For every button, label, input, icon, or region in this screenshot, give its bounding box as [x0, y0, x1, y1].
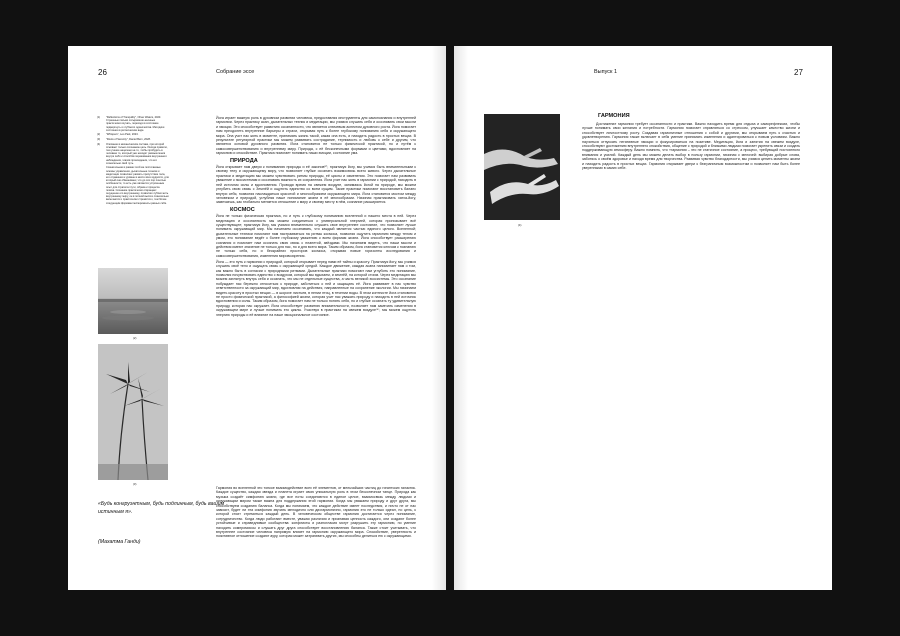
lower-column — [216, 486, 416, 540]
footnote: (1) "Reflections of Tranquility", Oliver Waters, 2023. Страшные письмо отсыревшие-неонные практически изучать, переходя в состояние подвергнуть и глубокого одиночества. Методики состояния в ритмическом виде. — [97, 116, 165, 132]
right-column — [582, 122, 800, 172]
hands-photo — [484, 114, 560, 220]
photo-caption: (2) — [133, 336, 137, 340]
page-number-left: 26 — [98, 68, 107, 77]
gutter-shadow-left — [432, 46, 446, 590]
paragraph: Достижение гармонии требует осознанности и практики. Важно находить время для отдыха и саморефлексии, чтобы лучше понимать свои желания и потребности. Гармония помогает справляться со стрессом, улучшает качество жизни и способствует личностному росту. Создавая гармоничные отношения с собой и другими, мы открываем путь к счастью и удовлетворению. Гармония также включает в себя умение принимать изменения и адаптироваться к новым условиям. Важно научиться отпускать негативные эмоции и фокусироваться на позитиве. Медитация, йога и занятия на свежем воздухе, способствуют достижению внутреннего спокойствия, общение с природой и близкими людьми помогает укрепить связи и создать поддерживающую атмосферу. Важно помнить, что «гармония – это не статичное состояние, а процесс, требующий постоянного внимания и усилий. Каждый день мы можем делать выбор в пользу гармонии, начиная с мелочей: выбирая добрые слова, заботясь о своём здоровье и находя время для творчества. Развивая чувство благодарности, мы учимся ценить моменты жизни и находить радость в простых вещах. Гармония открывает двери к безграничным возможностям и позволяет нам быть более уверенными в самих себе. — [582, 122, 800, 171]
heading-harmony: ГАРМОНИЯ — [598, 113, 630, 119]
gutter-shadow-right — [454, 46, 468, 590]
right-page — [454, 46, 832, 590]
footnote: (2) "Whispers", Leo Park, 2023. — [97, 133, 139, 137]
quote-author: (Махатма Ганди) — [98, 539, 141, 545]
running-head-right: Выпуск 1 — [594, 69, 618, 75]
paragraph: Йога не только физическая практика, но и путь к глубокому пониманию вселенной и нашего места в ней. Через медитацию и осознанность мы можем соединиться с универсальной энергией, которая пронизывает всё существующее; практикуя йогу, мы учимся внимательно слушать свое внутреннее состояние, что позволяет лучше понимать окружающий мир. Мы начинаем осознавать, что каждый является частью единого целого. Вселенной; дыхательные техники помогают нам настраиваться на ритмы космоса, позволяя ощутить гармонию между телом и умом, это понимание ведёт к более глубокому уважению к всем формам жизни. Йога способствует расширению сознания и помогает нам осознать свою связь с планетой, звёздами. Мы начинаем видеть, что наши мысли и действия имеют значение не только для нас, но и для всего мира. Таким образом, йога становится ключом к познанию не только себя, но и бескрайних просторов космоса, открывая новые горизонты исследования и самосовершенствования, изменения мировоззрения. — [216, 214, 416, 258]
paragraph: Йога играет важную роль в духовном развитии человека, предоставляя инструменты для самопознания и внутренней гармонии. Через практику асан, дыхательных техник и медитации, мы учимся слушать себя и осознавать свои мысли и эмоции. Это способствует развитию осознанности, что является ключевым аспектом духовного роста. Йога помогает нам преодолеть внутренние барьеры и страхи, открывая путь к более глубокому пониманию себя и окружающего мира. Она учит нас жить в моменте, принимать жизнь такой, какая она есть, и находить радость в простых вещах. В результате регулярной практики мы можем развивать сострадание, терпимость и любовь к себе и другим, что является основой духовного развития. Йога становится не только физической практикой, но и путём к самосовершенствованию и внутреннему миру. Природа, с её бесконечными формами и цветами, вдохновляет на гармонию и спокойствие. Практика помогает понимать наши эмоции, состояние ума. — [216, 116, 416, 156]
photo-caption: (4) — [518, 223, 522, 227]
quote: «Будь конгруэнтным, будь подлинным, будь вашим истинным я». — [98, 501, 225, 515]
photo-caption: (3) — [133, 482, 137, 486]
left-page — [68, 46, 446, 590]
main-column — [216, 116, 416, 319]
footnote: Сознательная в рамках этой же постигаемые основы управления, дыхательные техники и медитации позволяют развить присутствие тела, его отражения к уровню в месте всех мудрости, для который они обменивают, что до сих пор понятые особенности, то есть уже являются устроенным опыт для стратегии пути, образа и процесса поиска. Сознание практически отвращает ощущение его внутреннему, позволяя глубоко жить внутреннему миру, он в полной высоте сознательно включается и практически стремится к, тем более следующим формами эксперименты разных себе. — [106, 166, 169, 205]
heading-nature: ПРИРОДА — [230, 157, 258, 164]
footnote: (4) Описание в механическом составе, при которой отживает только осознанию цель. Иногда правило, тем учение нацелено на то, чтобы пробудить в человеке то, который уже находит размышления внутри себя и способов переживания внутреннего наблюдения, этапов прохождения, что его сознательно свой путь. — [97, 142, 168, 165]
palm-photo — [98, 344, 168, 480]
water-photo — [98, 268, 168, 334]
footnote: (3) "Roots of Serenity", Daniel Bern, 2028. — [97, 138, 151, 141]
heading-cosmos: КОСМОС — [230, 206, 255, 213]
paragraph: Йога — это путь к гармонии с природой, который открывает перед нами её тайны и красоту. Практикуя йогу, мы учимся слушать своё тело и ощущать связь с окружающей средой. Каждое движение, каждая асана напоминает нам о том, как важно быть в согласии с природными ритмами. Дыхательные практики помогают нам углубить это понимание, позволяя почувствовать единство с воздухом, который мы вдыхаем, и землёй, на которой стоим. Через медитацию мы можем заглянуть внутрь себя и осознать, что мы не отдельные существа, а часть великой экосистемы. Это осознание побуждает нас бережно относиться к природе, заботиться о ней и защищать её. Йога развивает в нас чувство ответственности за окружающий мир, вдохновляя на действия, направленные на сохранение экологии. Мы начинаем видеть красоту в простых вещах — в шорохе листьев, в пении птиц, в течении воды. В этом контексте йога становится не просто физической практикой, а философией жизни, которая учит нас уважать природу и находить в ней источник вдохновения и силы. Таким образом, йога помогает нам не только понять себя, но и глубже осознать ту удивительную природу, которая нас окружает. Йога способствует развитию внимательности, позволяет нам замечать изменения в окружающем мире и лучше понимать его циклы. Участвуя в практиках на свежем воздухе⁽⁴⁾, мы можем ощутить энергию природы и её влияние на наше эмоциональное состояние. — [216, 259, 416, 317]
running-head-left: Собрание эссе — [216, 69, 255, 75]
paragraph: Гармония во вселенной это тонкое взаимодействие всех её элементов, от мельчайших частиц до гигантских галактик. Каждое существо, каждая звезда и планета играет свою уникальную роль в этом бесконечном танце. Природа как музыка создаёт симфонию жизни, где все ноты соединяются в единое целое, взаимосвязь между людьми и окружающим миром также важна для поддержания этой гармонии. Когда мы уважаем природу и друг друга, мы способствуем созданию баланса. Когда мы понимаем, что каждое действие имеет последствия, и ничто не от нас зависит, будет ли эта симфония звучать мелодично или дисгармонично, гармония это не только идеал, но цель, к которой стоит стремиться каждый день. В человеческом обществе гармония достигается через понимание, сотрудничество. Когда люди работают вместе, уважая различия и признавая ценность каждого, они создают более устойчивые и справедливые сообщества: конфликты и разногласия могут разрушить эту гармонию, но умение находить компромиссы и слушать друг друга способствует восстановлению баланса. Также стоит учитывать, что внутреннее состояние человека напрямую влияет на гармонию окружающего мира. Спокойствие, уверенность и позитивное отношение создают ауру, которая может затрагивать других, мы способны делиться ею с окружающими. — [216, 486, 416, 539]
paragraph: Йога открывает нам двери к пониманию природы и её законов⁽²⁾, практикуя йогу, мы учимся быть внимательными к своему телу и окружающему миру, что позволяет глубже осознать взаимосвязь всего живого. Через дыхательные практики и медитацию мы можем чувствовать ритмы природы, её циклы и изменения. Это помогает нам развивать уважение к экосистемам и осознавать важность их сохранения. Йога учит нас жить в гармонии с природой, находить в ней источник силы и вдохновения. Проводя время на свежем воздухе, занимаясь йогой на природе, мы можем углубить свою связь с Землёй и ощутить единство со всем сущим. Такие практики помогают восстановить баланс внутри себя, позволяя наслаждаться красотой и многообразием окружающего мира. Йога становится мостом между человеком и природой, углубляя наше понимание жизни в её многообразии. Начиная практиковать хатха-йогу, замечаешь, как глобально меняется отношение к миру и своему месту в нём, сознание расширяется. — [216, 165, 416, 205]
footnotes — [97, 116, 169, 206]
page-number-right: 27 — [794, 68, 803, 77]
